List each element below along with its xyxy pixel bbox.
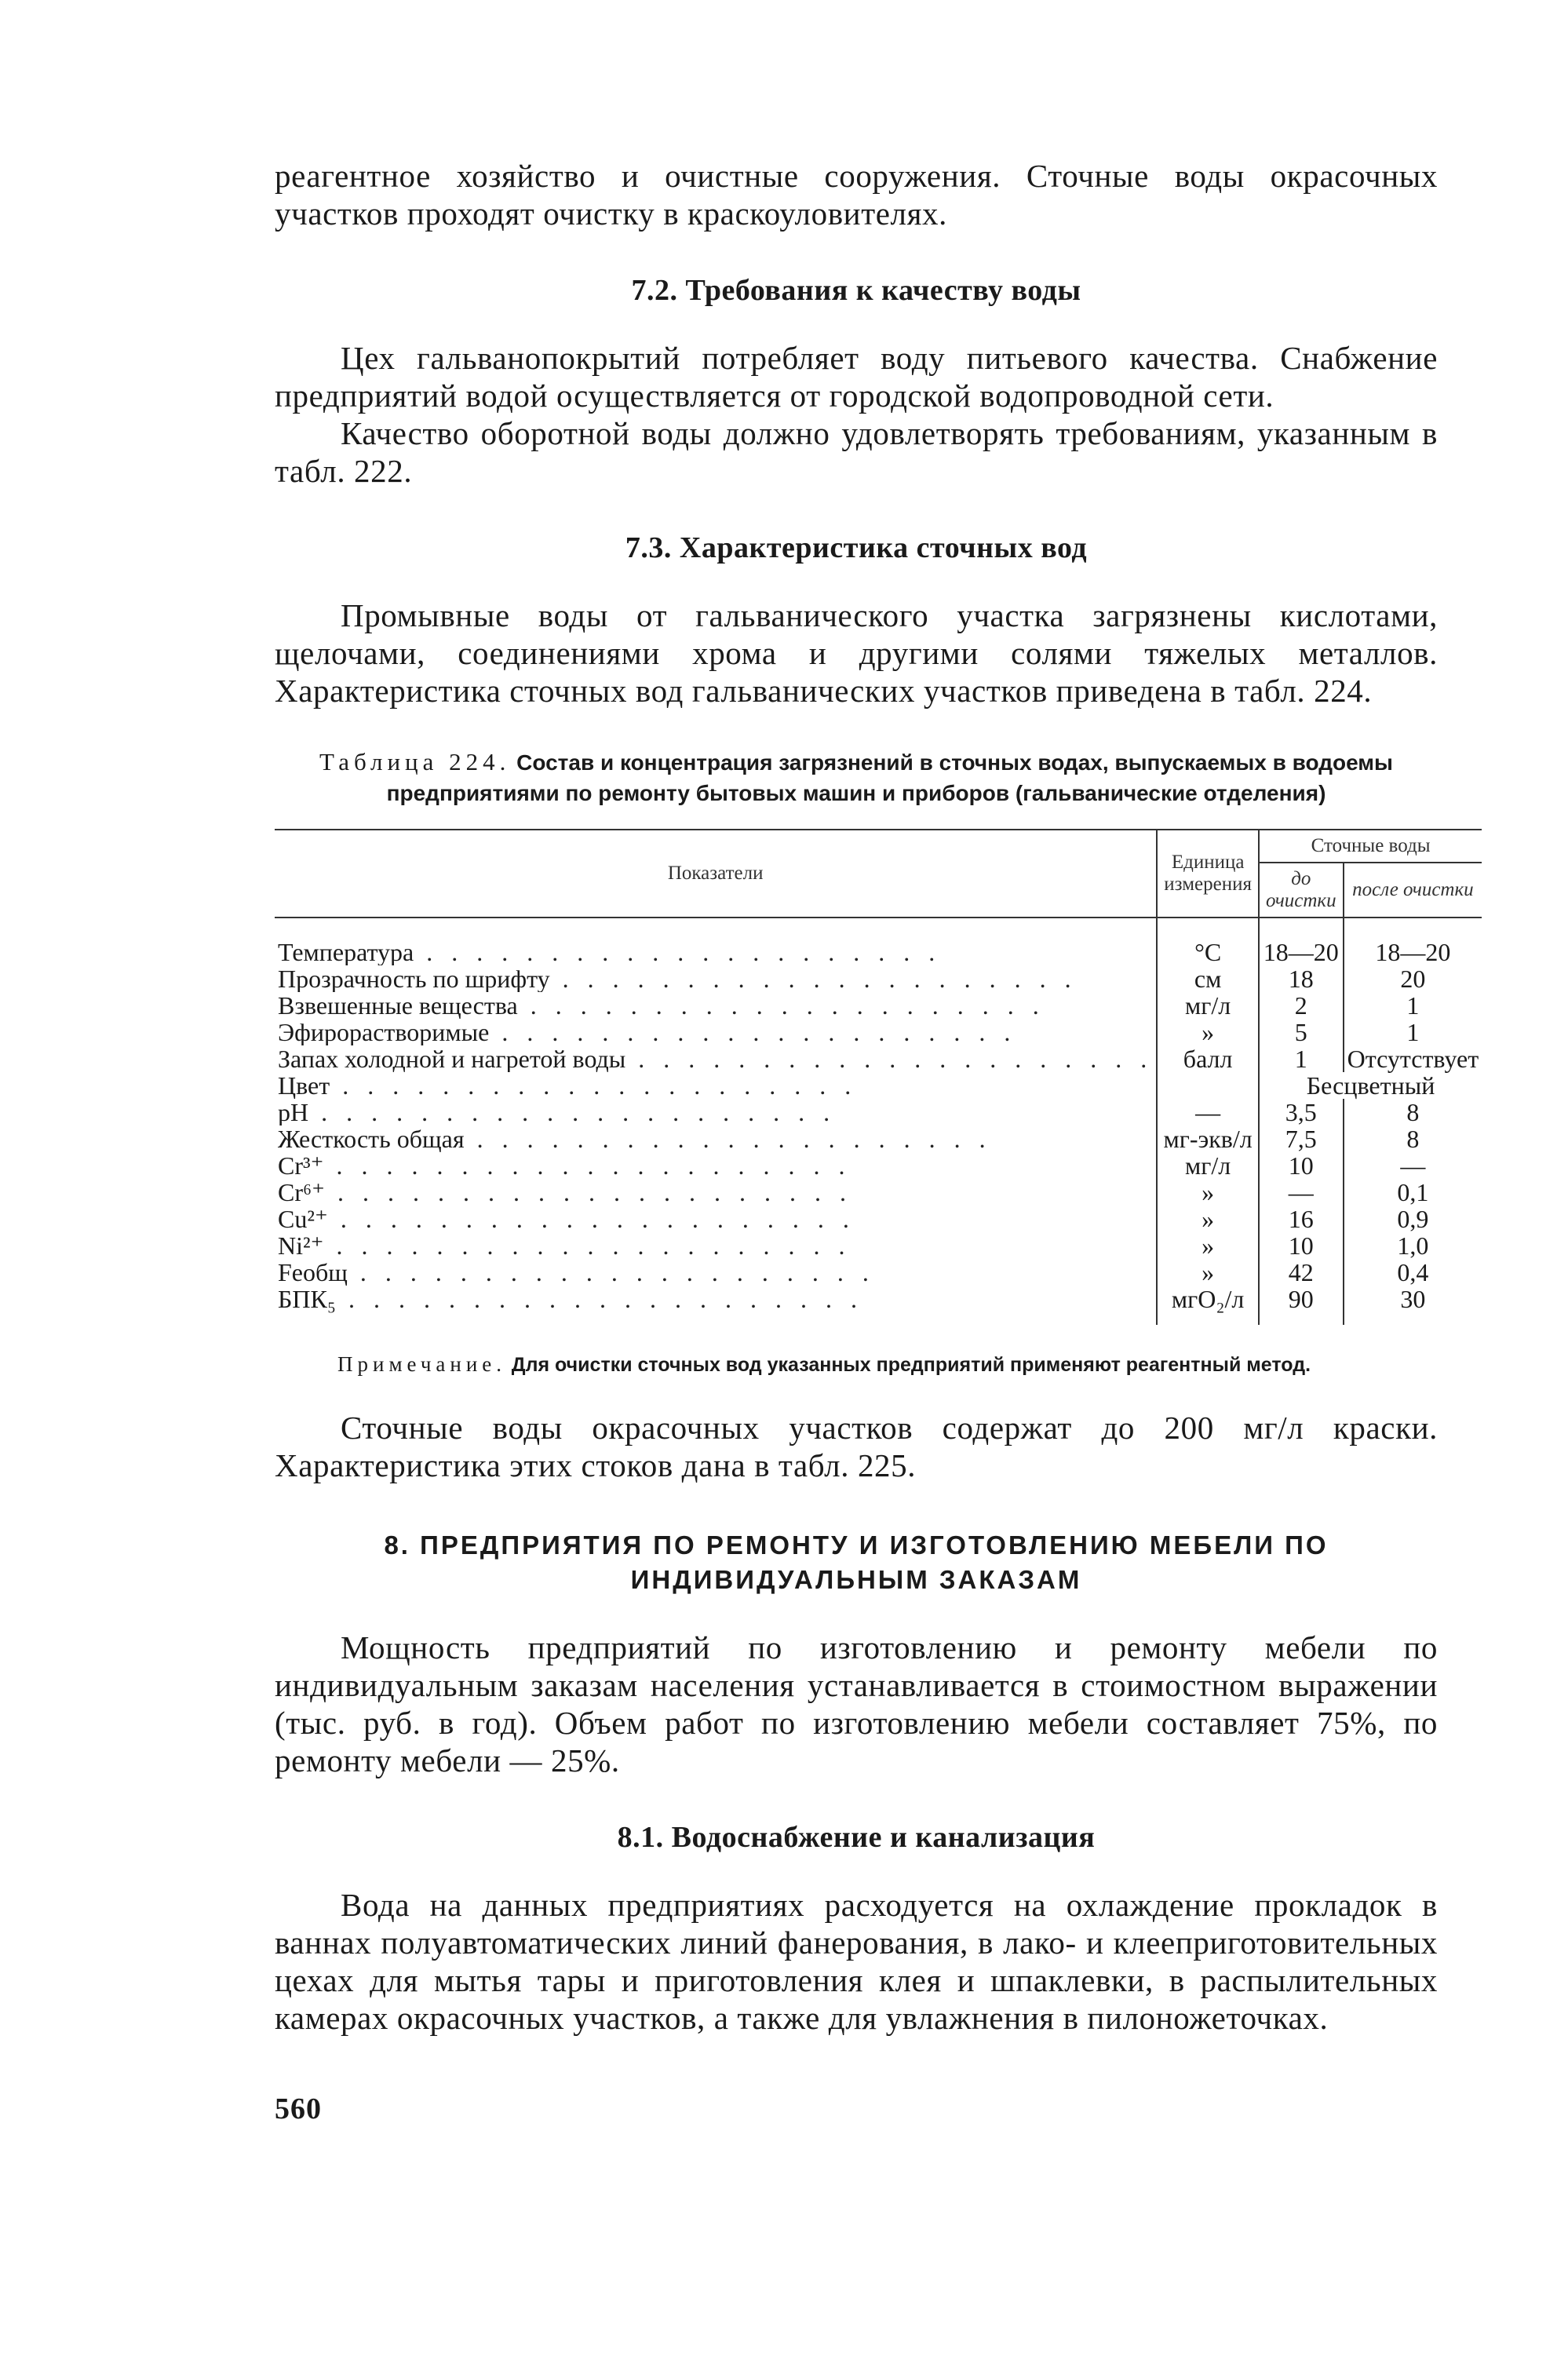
paragraph-intro: реагентное хозяйство и очистные сооружения. Сточные воды окрасочных участков проходят очистку в краскоуловителях.: [275, 158, 1438, 232]
indicator-label: Запах холодной и нагретой воды: [278, 1045, 626, 1072]
indicator-label: Ni²⁺: [278, 1232, 324, 1259]
table-row: [275, 1206, 1482, 1232]
note-lead: Примечание.: [337, 1352, 507, 1376]
table-row: [275, 1045, 1482, 1072]
section-heading-7-2: 7.2. Требования к качеству воды: [631, 274, 1081, 307]
indicator-label: Цвет: [278, 1072, 330, 1099]
indicator-label: Cr⁶⁺: [278, 1179, 326, 1206]
cell-after: 20: [1344, 965, 1482, 992]
cell-indicator: [275, 1259, 1157, 1286]
cell-after: 1: [1344, 992, 1482, 1019]
cell-indicator: [275, 1045, 1157, 1072]
cell-before: 42: [1259, 1259, 1344, 1286]
cell-after: 8: [1344, 1125, 1482, 1152]
paragraph-paint-wastewater: Сточные воды окрасочных участков содержат до 200 мг/л краски. Характеристика этих стоков дана в табл. 225.: [275, 1410, 1438, 1483]
leader-dots: . . . . . . . . . . . . . . . . . . . . .: [323, 1152, 851, 1179]
cell-after: Отсутствует: [1344, 1045, 1482, 1072]
indicator-label: pH: [278, 1099, 309, 1125]
cell-before: 3,5: [1259, 1099, 1344, 1125]
paragraph-recycled-water: Качество оборотной воды должно удовлетворять требованиям, указанным в табл. 222.: [275, 415, 1438, 489]
cell-before: 18—20: [1259, 918, 1344, 965]
leader-dots: . . . . . . . . . . . . . . . . . . . . .: [414, 938, 942, 965]
leader-dots: . . . . . . . . . . . . . . . . . . . . .: [489, 1019, 1017, 1045]
leader-dots: . . . . . . . . . . . . . . . . . . . . .: [464, 1125, 992, 1152]
cell-after: 1: [1344, 1019, 1482, 1045]
cell-indicator: [275, 1072, 1157, 1099]
cell-before: —: [1259, 1179, 1344, 1206]
leader-dots: . . . . . . . . . . . . . . . . . . . . .: [327, 1206, 855, 1232]
leader-dots: . . . . . . . . . . . . . . . . . . . . .: [325, 1179, 853, 1206]
cell-indicator: [275, 1179, 1157, 1206]
section-heading-8-1: 8.1. Водоснабжение и канализация: [617, 1821, 1096, 1854]
leader-dots: . . . . . . . . . . . . . . . . . . . . .: [625, 1045, 1154, 1072]
cell-unit: »: [1157, 1232, 1259, 1259]
cell-before: 2: [1259, 992, 1344, 1019]
table-caption: [275, 747, 1438, 808]
cell-after: 18—20: [1344, 918, 1482, 965]
table-row: [275, 918, 1482, 965]
chapter-heading-8: 8. ПРЕДПРИЯТИЯ ПО РЕМОНТУ И ИЗГОТОВЛЕНИЮ МЕБЕЛИ ПО ИНДИВИДУАЛЬНЫМ ЗАКАЗАМ: [384, 1530, 1329, 1594]
header-before: до очистки: [1259, 863, 1344, 918]
cell-before: 5: [1259, 1019, 1344, 1045]
leader-dots: . . . . . . . . . . . . . . . . . . . . .: [335, 1286, 863, 1313]
cell-indicator: [275, 1206, 1157, 1232]
table-row: [275, 1019, 1482, 1045]
cell-before: 10: [1259, 1232, 1344, 1259]
table-row: [275, 992, 1482, 1019]
header-after: после очистки: [1344, 863, 1482, 918]
indicator-label: Прозрачность по шрифту: [278, 965, 550, 992]
cell-unit: мгO₂/л: [1157, 1286, 1259, 1325]
cell-before: 7,5: [1259, 1125, 1344, 1152]
paragraph-wastewater: Промывные воды от гальванического участка загрязнены кислотами, щелочами, соединениями хрома и другими солями тяжелых металлов. Характеристика сточных вод гальванических участков приведена в табл. 224.: [275, 597, 1438, 709]
indicator-label: Feобщ: [278, 1259, 348, 1286]
cell-unit: мг-экв/л: [1157, 1125, 1259, 1152]
cell-indicator: [275, 1286, 1157, 1325]
leader-dots: . . . . . . . . . . . . . . . . . . . . .: [517, 992, 1045, 1019]
cell-unit: °С: [1157, 918, 1259, 965]
table-caption-text: Состав и концентрация загрязнений в сточных водах, выпускаемых в водоемы предприятиями по ремонту бытовых машин и приборов (гальванические отделения): [386, 750, 1393, 805]
cell-after: 30: [1344, 1286, 1482, 1325]
cell-merged-value: Бесцветный: [1259, 1072, 1482, 1099]
cell-unit: мг/л: [1157, 1152, 1259, 1179]
indicator-label: БПК₅: [278, 1286, 336, 1313]
table-body: [275, 918, 1482, 1325]
pollutants-table: [275, 829, 1482, 1325]
table-caption-lead: Таблица 224.: [319, 748, 511, 775]
cell-unit: балл: [1157, 1045, 1259, 1072]
cell-after: 0,1: [1344, 1179, 1482, 1206]
paragraph-furniture-capacity: Мощность предприятий по изготовлению и ремонту мебели по индивидуальным заказам населения устанавливается в стоимостном выражении (тыс. руб. в год). Объем работ по изготовлению мебели составляет 75%, по ремонту мебели — 25%.: [275, 1629, 1438, 1779]
indicator-label: Температура: [278, 938, 414, 965]
cell-after: 0,4: [1344, 1259, 1482, 1286]
cell-indicator: [275, 965, 1157, 992]
table-row: [275, 965, 1482, 992]
cell-after: 0,9: [1344, 1206, 1482, 1232]
indicator-label: Жесткость общая: [278, 1125, 465, 1152]
cell-indicator: [275, 1232, 1157, 1259]
leader-dots: . . . . . . . . . . . . . . . . . . . . .: [323, 1232, 851, 1259]
table-row: [275, 1072, 1482, 1099]
cell-unit: »: [1157, 1206, 1259, 1232]
table-row: [275, 1179, 1482, 1206]
document-page: [275, 157, 1479, 2126]
table-row: [275, 1099, 1482, 1125]
table-row: [275, 1152, 1482, 1179]
cell-indicator: [275, 918, 1157, 965]
cell-before: 16: [1259, 1206, 1344, 1232]
leader-dots: . . . . . . . . . . . . . . . . . . . . .: [330, 1072, 858, 1099]
section-heading-7-3: 7.3. Характеристика сточных вод: [625, 531, 1088, 564]
leader-dots: . . . . . . . . . . . . . . . . . . . . .: [308, 1099, 837, 1125]
cell-unit: »: [1157, 1179, 1259, 1206]
cell-before: 1: [1259, 1045, 1344, 1072]
header-unit: Единица измерения: [1157, 830, 1259, 918]
cell-after: 1,0: [1344, 1232, 1482, 1259]
cell-indicator: [275, 1125, 1157, 1152]
cell-unit: [1157, 1072, 1259, 1099]
table-row: [275, 1125, 1482, 1152]
cell-indicator: [275, 992, 1157, 1019]
cell-unit: см: [1157, 965, 1259, 992]
cell-before: 90: [1259, 1286, 1344, 1325]
cell-after: —: [1344, 1152, 1482, 1179]
paragraph-water-supply: Цех гальванопокрытий потребляет воду питьевого качества. Снабжение предприятий водой осуществляется от городской водопроводной сети.: [275, 340, 1438, 414]
cell-indicator: [275, 1019, 1157, 1045]
indicator-label: Взвешенные вещества: [278, 992, 518, 1019]
indicator-label: Cu²⁺: [278, 1206, 328, 1232]
table-note: [275, 1352, 1438, 1377]
indicator-label: Cr³⁺: [278, 1152, 324, 1179]
paragraph-water-use: Вода на данных предприятиях расходуется на охлаждение прокладок в ваннах полуавтоматических линий фанерования, в лако- и клееприготовительных цехах для мытья тары и приготовления клея и шпаклевки, в распылительных камерах окрасочных участков, а также для увлажнения в пилоножеточках.: [275, 1887, 1438, 2036]
leader-dots: . . . . . . . . . . . . . . . . . . . . .: [347, 1259, 875, 1286]
note-text: Для очистки сточных вод указанных предприятий применяют реагентный метод.: [511, 1354, 1311, 1376]
header-indicator: Показатели: [275, 830, 1157, 918]
cell-indicator: [275, 1152, 1157, 1179]
cell-before: 10: [1259, 1152, 1344, 1179]
cell-unit: мг/л: [1157, 992, 1259, 1019]
leader-dots: . . . . . . . . . . . . . . . . . . . . .: [549, 965, 1078, 992]
cell-unit: »: [1157, 1019, 1259, 1045]
cell-unit: »: [1157, 1259, 1259, 1286]
indicator-label: Эфирорастворимые: [278, 1019, 490, 1045]
cell-indicator: [275, 1099, 1157, 1125]
header-wastewater: Сточные воды: [1259, 830, 1482, 863]
cell-unit: —: [1157, 1099, 1259, 1125]
table-row: [275, 1259, 1482, 1286]
table-row: [275, 1232, 1482, 1259]
cell-after: 8: [1344, 1099, 1482, 1125]
cell-before: 18: [1259, 965, 1344, 992]
table-row: [275, 1286, 1482, 1325]
page-number: 560: [275, 2092, 322, 2125]
